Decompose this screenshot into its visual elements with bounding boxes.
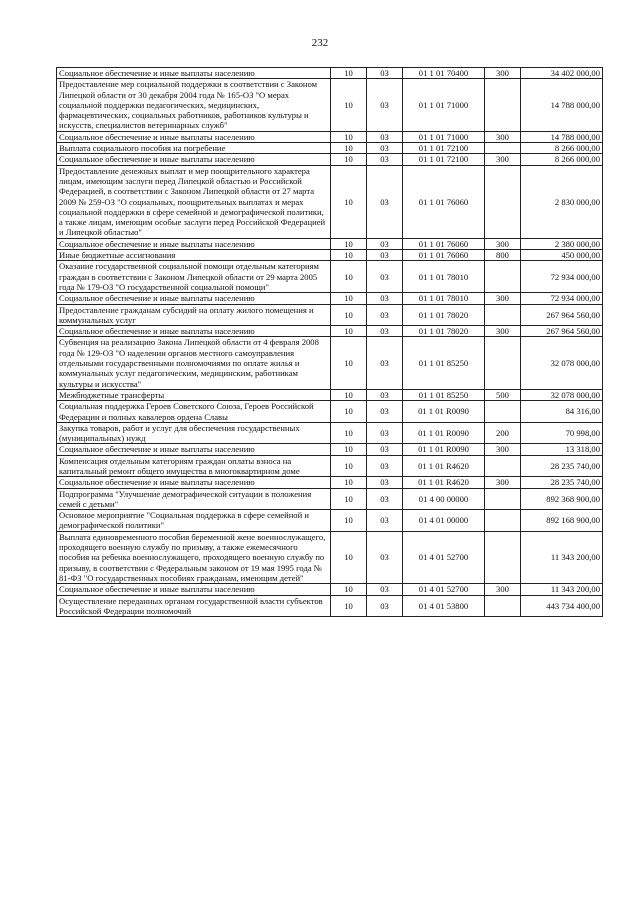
page-number: 232: [311, 37, 329, 49]
section-code-cell: 10: [331, 510, 367, 532]
row-name-cell: Выплата социального пособия на погребение: [57, 143, 331, 154]
target-article-cell: 01 1 01 72100: [403, 143, 485, 154]
section-code-cell: 10: [331, 401, 367, 423]
amount-cell: 2 380 000,00: [521, 238, 603, 249]
section-code-cell: 10: [331, 143, 367, 154]
expense-type-cell: [485, 304, 521, 326]
table-row: [57, 401, 603, 423]
subsection-code-cell: 03: [367, 389, 403, 400]
section-code-cell: 10: [331, 422, 367, 444]
row-name-cell: Социальное обеспечение и иные выплаты населению: [57, 444, 331, 455]
table-row: [57, 595, 603, 617]
table-row: [57, 293, 603, 304]
table-row: [57, 422, 603, 444]
expense-type-cell: [485, 143, 521, 154]
target-article-cell: 01 1 01 78010: [403, 293, 485, 304]
amount-cell: 8 266 000,00: [521, 143, 603, 154]
expense-type-cell: 500: [485, 389, 521, 400]
row-name-cell: Социальное обеспечение и иные выплаты населению: [57, 293, 331, 304]
subsection-code-cell: 03: [367, 422, 403, 444]
subsection-code-cell: 03: [367, 477, 403, 488]
target-article-cell: 01 1 01 78020: [403, 326, 485, 337]
target-article-cell: 01 1 01 78010: [403, 261, 485, 293]
target-article-cell: 01 1 01 76060: [403, 250, 485, 261]
row-name-cell: Иные бюджетные ассигнования: [57, 250, 331, 261]
section-code-cell: 10: [331, 326, 367, 337]
amount-cell: 84 316,00: [521, 401, 603, 423]
amount-cell: 11 343 200,00: [521, 531, 603, 583]
row-name-cell: Предоставление гражданам субсидий на оплату жилого помещения и коммунальных услуг: [57, 304, 331, 326]
target-article-cell: 01 1 01 R4620: [403, 477, 485, 488]
target-article-cell: 01 4 01 52700: [403, 584, 485, 595]
expense-type-cell: 300: [485, 68, 521, 79]
budget-table: [56, 67, 603, 617]
section-code-cell: 10: [331, 79, 367, 131]
subsection-code-cell: 03: [367, 455, 403, 477]
subsection-code-cell: 03: [367, 595, 403, 617]
expense-type-cell: [485, 595, 521, 617]
amount-cell: 267 964 560,00: [521, 304, 603, 326]
table-row: [57, 131, 603, 142]
section-code-cell: 10: [331, 455, 367, 477]
expense-type-cell: 300: [485, 154, 521, 165]
target-article-cell: 01 1 01 70400: [403, 68, 485, 79]
table-row: [57, 154, 603, 165]
subsection-code-cell: 03: [367, 326, 403, 337]
target-article-cell: 01 4 00 00000: [403, 488, 485, 510]
subsection-code-cell: 03: [367, 531, 403, 583]
table-row: [57, 488, 603, 510]
row-name-cell: Основное мероприятие "Социальная поддержка в сфере семейной и демографической политики": [57, 510, 331, 532]
expense-type-cell: 300: [485, 477, 521, 488]
target-article-cell: 01 1 01 76060: [403, 165, 485, 238]
table-row: [57, 584, 603, 595]
row-name-cell: Социальное обеспечение и иные выплаты населению: [57, 584, 331, 595]
table-row: [57, 143, 603, 154]
table-row: [57, 477, 603, 488]
table-row: [57, 389, 603, 400]
expense-type-cell: 300: [485, 238, 521, 249]
target-article-cell: 01 1 01 R4620: [403, 455, 485, 477]
expense-type-cell: 800: [485, 250, 521, 261]
expense-type-cell: [485, 165, 521, 238]
amount-cell: 14 788 000,00: [521, 79, 603, 131]
budget-table-body: [57, 68, 603, 617]
table-row: [57, 261, 603, 293]
amount-cell: 14 788 000,00: [521, 131, 603, 142]
amount-cell: 8 266 000,00: [521, 154, 603, 165]
subsection-code-cell: 03: [367, 261, 403, 293]
target-article-cell: 01 1 01 71000: [403, 131, 485, 142]
row-name-cell: Межбюджетные трансферты: [57, 389, 331, 400]
section-code-cell: 10: [331, 293, 367, 304]
row-name-cell: Социальное обеспечение и иные выплаты населению: [57, 477, 331, 488]
table-row: [57, 79, 603, 131]
target-article-cell: 01 1 01 78020: [403, 304, 485, 326]
section-code-cell: 10: [331, 131, 367, 142]
row-name-cell: Подпрограмма "Улучшение демографической ситуации в положения семей с детьми": [57, 488, 331, 510]
subsection-code-cell: 03: [367, 337, 403, 389]
amount-cell: 72 934 000,00: [521, 293, 603, 304]
section-code-cell: 10: [331, 154, 367, 165]
row-name-cell: Оказание государственной социальной помощи отдельным категориям граждан в соответствии с Законом Липецкой области от 29 марта 2005 года № 179-ОЗ "О государственной социальной помощи": [57, 261, 331, 293]
row-name-cell: Социальное обеспечение и иные выплаты населению: [57, 68, 331, 79]
amount-cell: 72 934 000,00: [521, 261, 603, 293]
subsection-code-cell: 03: [367, 165, 403, 238]
section-code-cell: 10: [331, 304, 367, 326]
target-article-cell: 01 4 01 53800: [403, 595, 485, 617]
section-code-cell: 10: [331, 531, 367, 583]
section-code-cell: 10: [331, 250, 367, 261]
row-name-cell: Социальная поддержка Героев Советского Союза, Героев Российской Федерации и полных кавалеров ордена Славы: [57, 401, 331, 423]
expense-type-cell: 300: [485, 326, 521, 337]
section-code-cell: 10: [331, 488, 367, 510]
expense-type-cell: 300: [485, 444, 521, 455]
row-name-cell: Предоставление мер социальной поддержки в соответствии с Законом Липецкой области от 30 декабря 2004 года № 165-ОЗ "О мерах социальной поддержки педагогических, медицинских, фармацевтических, социальных работников, работников культуры и искусств, специалистов ветеринарных служб": [57, 79, 331, 131]
section-code-cell: 10: [331, 261, 367, 293]
subsection-code-cell: 03: [367, 488, 403, 510]
section-code-cell: 10: [331, 68, 367, 79]
amount-cell: 450 000,00: [521, 250, 603, 261]
target-article-cell: 01 1 01 71000: [403, 79, 485, 131]
table-row: [57, 531, 603, 583]
row-name-cell: Социальное обеспечение и иные выплаты населению: [57, 154, 331, 165]
amount-cell: 13 318,00: [521, 444, 603, 455]
target-article-cell: 01 1 01 R0090: [403, 422, 485, 444]
row-name-cell: Предоставление денежных выплат и мер поощрительного характера лицам, имеющим заслуги перед Липецкой областью и Российской Федерацией, в соответствии с Законом Липецкой области от 27 марта 2009 № 259-ОЗ "О социальных, поощрительных выплатах и мерах социальной поддержки в сфере семейной и демографической политики, а также лицам, имеющим особые заслуги перед Российской Федерацией и Липецкой областью": [57, 165, 331, 238]
target-article-cell: 01 1 01 76060: [403, 238, 485, 249]
subsection-code-cell: 03: [367, 143, 403, 154]
row-name-cell: Выплата единовременного пособия беременной жене военнослужащего, проходящего военную службу по призыву, а также ежемесячного пособия на ребенка военнослужащего, проходящего военную службу по призыву, в соответствии с Федеральным законом от 19 мая 1995 года № 81-ФЗ "О государственных пособиях гражданам, имеющим детей": [57, 531, 331, 583]
expense-type-cell: 300: [485, 293, 521, 304]
row-name-cell: Социальное обеспечение и иные выплаты населению: [57, 238, 331, 249]
table-row: [57, 304, 603, 326]
expense-type-cell: [485, 401, 521, 423]
subsection-code-cell: 03: [367, 68, 403, 79]
expense-type-cell: [485, 531, 521, 583]
row-name-cell: Компенсация отдельным категориям граждан оплаты взноса на капитальный ремонт общего имущества в многоквартирном доме: [57, 455, 331, 477]
amount-cell: 28 235 740,00: [521, 477, 603, 488]
amount-cell: 892 168 900,00: [521, 510, 603, 532]
section-code-cell: 10: [331, 337, 367, 389]
expense-type-cell: [485, 455, 521, 477]
table-row: [57, 337, 603, 389]
target-article-cell: 01 1 01 R0090: [403, 401, 485, 423]
target-article-cell: 01 4 01 00000: [403, 510, 485, 532]
target-article-cell: 01 4 01 52700: [403, 531, 485, 583]
section-code-cell: 10: [331, 584, 367, 595]
row-name-cell: Осуществление переданных органам государственной власти субъектов Российской Федерации полномочий: [57, 595, 331, 617]
row-name-cell: Субвенция на реализацию Закона Липецкой области от 4 февраля 2008 года № 129-ОЗ "О наделении органов местного самоуправления отдельными государственными полномочиями по оплате жилья и коммунальных услуг педагогическим, медицинским, работникам культуры и искусства": [57, 337, 331, 389]
target-article-cell: 01 1 01 85250: [403, 337, 485, 389]
table-row: [57, 68, 603, 79]
section-code-cell: 10: [331, 238, 367, 249]
subsection-code-cell: 03: [367, 238, 403, 249]
section-code-cell: 10: [331, 165, 367, 238]
subsection-code-cell: 03: [367, 510, 403, 532]
section-code-cell: 10: [331, 389, 367, 400]
amount-cell: 11 343 200,00: [521, 584, 603, 595]
table-row: [57, 326, 603, 337]
amount-cell: 70 998,00: [521, 422, 603, 444]
subsection-code-cell: 03: [367, 304, 403, 326]
expense-type-cell: [485, 488, 521, 510]
table-row: [57, 444, 603, 455]
subsection-code-cell: 03: [367, 250, 403, 261]
amount-cell: 34 402 000,00: [521, 68, 603, 79]
row-name-cell: Социальное обеспечение и иные выплаты населению: [57, 326, 331, 337]
expense-type-cell: 300: [485, 131, 521, 142]
expense-type-cell: [485, 79, 521, 131]
amount-cell: 28 235 740,00: [521, 455, 603, 477]
table-row: [57, 455, 603, 477]
row-name-cell: Социальное обеспечение и иные выплаты населению: [57, 131, 331, 142]
target-article-cell: 01 1 01 R0090: [403, 444, 485, 455]
subsection-code-cell: 03: [367, 584, 403, 595]
expense-type-cell: [485, 337, 521, 389]
expense-type-cell: 300: [485, 584, 521, 595]
table-row: [57, 165, 603, 238]
subsection-code-cell: 03: [367, 293, 403, 304]
subsection-code-cell: 03: [367, 154, 403, 165]
subsection-code-cell: 03: [367, 79, 403, 131]
subsection-code-cell: 03: [367, 401, 403, 423]
table-row: [57, 510, 603, 532]
amount-cell: 32 078 000,00: [521, 337, 603, 389]
subsection-code-cell: 03: [367, 131, 403, 142]
amount-cell: 892 368 900,00: [521, 488, 603, 510]
expense-type-cell: 200: [485, 422, 521, 444]
table-row: [57, 250, 603, 261]
amount-cell: 443 734 400,00: [521, 595, 603, 617]
amount-cell: 2 830 000,00: [521, 165, 603, 238]
section-code-cell: 10: [331, 595, 367, 617]
expense-type-cell: [485, 261, 521, 293]
section-code-cell: 10: [331, 444, 367, 455]
target-article-cell: 01 1 01 72100: [403, 154, 485, 165]
expense-type-cell: [485, 510, 521, 532]
row-name-cell: Закупка товаров, работ и услуг для обеспечения государственных (муниципальных) нужд: [57, 422, 331, 444]
amount-cell: 267 964 560,00: [521, 326, 603, 337]
amount-cell: 32 078 000,00: [521, 389, 603, 400]
table-row: [57, 238, 603, 249]
section-code-cell: 10: [331, 477, 367, 488]
target-article-cell: 01 1 01 85250: [403, 389, 485, 400]
subsection-code-cell: 03: [367, 444, 403, 455]
